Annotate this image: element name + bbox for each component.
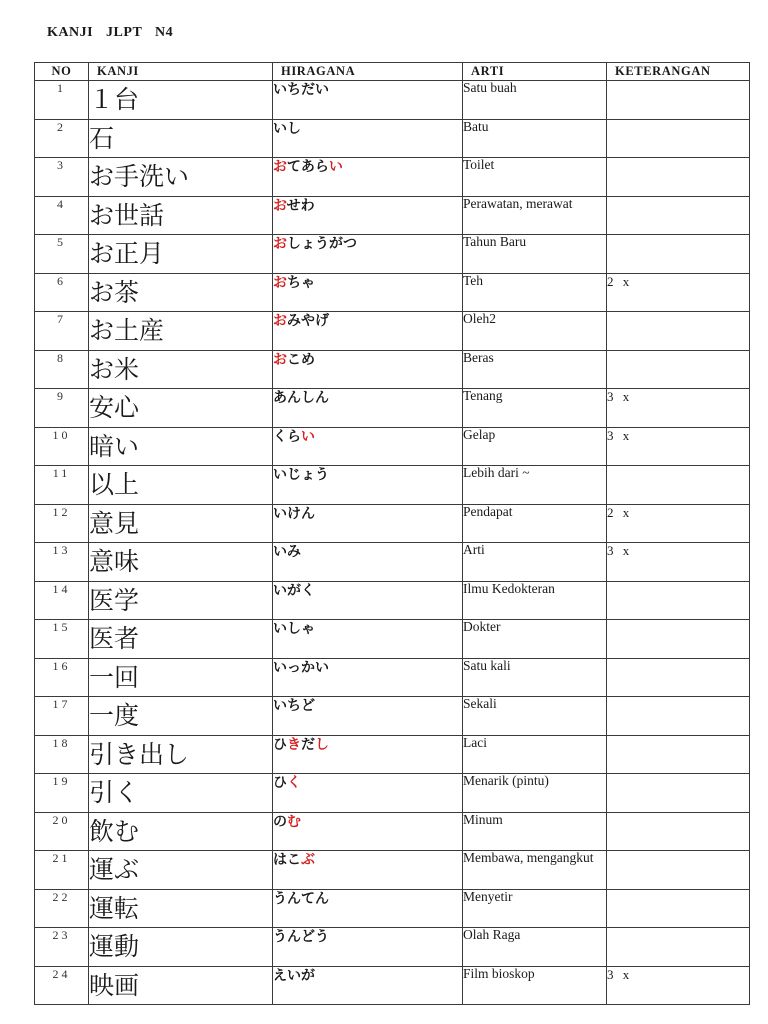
hiragana-highlight: お xyxy=(273,274,287,291)
hiragana-text: こめ xyxy=(287,351,315,368)
hiragana-cell xyxy=(273,581,463,620)
hiragana-text: いみ xyxy=(273,544,301,560)
keterangan-cell xyxy=(607,119,750,158)
hiragana-text: いがく xyxy=(273,582,315,599)
kanji-cell: 以上 xyxy=(89,466,273,505)
table-row xyxy=(35,581,750,620)
table-row xyxy=(35,235,750,274)
arti-cell: Ilmu Kedokteran xyxy=(463,581,607,620)
header-no: NO xyxy=(35,63,89,81)
keterangan-cell xyxy=(607,196,750,235)
hiragana-cell xyxy=(273,620,463,659)
arti-cell: Sekali xyxy=(463,697,607,736)
hiragana-cell xyxy=(273,427,463,466)
keterangan-cell xyxy=(607,812,750,851)
table-row xyxy=(35,774,750,813)
kanji-cell: お米 xyxy=(89,350,273,389)
hiragana-cell xyxy=(273,735,463,774)
table-row xyxy=(35,119,750,158)
arti-cell: Tenang xyxy=(463,389,607,428)
kanji-cell: お手洗い xyxy=(89,158,273,197)
hiragana-cell xyxy=(273,851,463,890)
table-row xyxy=(35,504,750,543)
hiragana-text: あんしん xyxy=(273,390,329,406)
kanji-cell: 運動 xyxy=(89,928,273,967)
hiragana-text: しょうがつ xyxy=(287,236,357,252)
keterangan-cell xyxy=(607,658,750,697)
arti-cell: Membawa, mengangkut xyxy=(463,851,607,890)
arti-cell: Satu buah xyxy=(463,81,607,120)
arti-cell: Dokter xyxy=(463,620,607,659)
hiragana-highlight: く xyxy=(287,775,301,791)
arti-cell: Tahun Baru xyxy=(463,235,607,274)
hiragana-highlight: し xyxy=(315,736,329,753)
hiragana-text: いじょう xyxy=(273,467,329,483)
table-row xyxy=(35,427,750,466)
row-number: 11 xyxy=(35,466,89,505)
hiragana-highlight: お xyxy=(273,313,287,329)
row-number: 5 xyxy=(35,235,89,274)
row-number: 22 xyxy=(35,889,89,928)
hiragana-text: ひ xyxy=(273,775,287,791)
row-number: 2 xyxy=(35,119,89,158)
keterangan-cell xyxy=(607,774,750,813)
kanji-cell: 引き出し xyxy=(89,735,273,774)
header-kanji: KANJI xyxy=(89,63,273,81)
kanji-cell: 意味 xyxy=(89,543,273,582)
kanji-cell: 医学 xyxy=(89,581,273,620)
kanji-cell: お正月 xyxy=(89,235,273,274)
table-row xyxy=(35,543,750,582)
kanji-cell: お世話 xyxy=(89,196,273,235)
table-row xyxy=(35,350,750,389)
keterangan-cell: 3 x xyxy=(607,389,750,428)
hiragana-highlight: お xyxy=(273,236,287,252)
kanji-cell: お茶 xyxy=(89,273,273,312)
table-row xyxy=(35,812,750,851)
kanji-cell: 映画 xyxy=(89,966,273,1005)
hiragana-highlight: い xyxy=(301,428,315,445)
hiragana-cell xyxy=(273,389,463,428)
kanji-cell: 意見 xyxy=(89,504,273,543)
table-row xyxy=(35,196,750,235)
arti-cell: Minum xyxy=(463,812,607,851)
table-row xyxy=(35,735,750,774)
arti-cell: Menyetir xyxy=(463,889,607,928)
kanji-cell: 運転 xyxy=(89,889,273,928)
table-row xyxy=(35,889,750,928)
hiragana-text: ちゃ xyxy=(287,274,315,291)
table-row xyxy=(35,851,750,890)
hiragana-cell xyxy=(273,543,463,582)
kanji-cell: 飲む xyxy=(89,812,273,851)
table-row xyxy=(35,273,750,312)
hiragana-cell xyxy=(273,812,463,851)
hiragana-text: くら xyxy=(273,428,301,445)
arti-cell: Teh xyxy=(463,273,607,312)
arti-cell: Lebih dari ~ xyxy=(463,466,607,505)
hiragana-highlight: む xyxy=(287,813,301,830)
arti-cell: Oleh2 xyxy=(463,312,607,351)
keterangan-cell: 3 x xyxy=(607,966,750,1005)
table-row xyxy=(35,312,750,351)
table-body xyxy=(35,81,750,1005)
table-row xyxy=(35,158,750,197)
row-number: 16 xyxy=(35,658,89,697)
row-number: 24 xyxy=(35,966,89,1005)
row-number: 13 xyxy=(35,543,89,582)
table-row xyxy=(35,466,750,505)
hiragana-highlight: お xyxy=(273,351,287,368)
kanji-cell: 医者 xyxy=(89,620,273,659)
arti-cell: Gelap xyxy=(463,427,607,466)
arti-cell: Film bioskop xyxy=(463,966,607,1005)
table-row xyxy=(35,658,750,697)
row-number: 7 xyxy=(35,312,89,351)
arti-cell: Laci xyxy=(463,735,607,774)
hiragana-text: はこ xyxy=(273,852,301,868)
hiragana-cell xyxy=(273,81,463,120)
keterangan-cell xyxy=(607,620,750,659)
arti-cell: Batu xyxy=(463,119,607,158)
kanji-cell: 一回 xyxy=(89,658,273,697)
arti-cell: Beras xyxy=(463,350,607,389)
arti-cell: Perawatan, merawat xyxy=(463,196,607,235)
row-number: 21 xyxy=(35,851,89,890)
keterangan-cell xyxy=(607,350,750,389)
arti-cell: Arti xyxy=(463,543,607,582)
hiragana-text: みやげ xyxy=(287,313,329,329)
row-number: 6 xyxy=(35,273,89,312)
arti-cell: Menarik (pintu) xyxy=(463,774,607,813)
arti-cell: Pendapat xyxy=(463,504,607,543)
row-number: 20 xyxy=(35,812,89,851)
keterangan-cell: 3 x xyxy=(607,427,750,466)
keterangan-cell xyxy=(607,466,750,505)
row-number: 23 xyxy=(35,928,89,967)
hiragana-cell xyxy=(273,119,463,158)
keterangan-cell xyxy=(607,581,750,620)
keterangan-cell xyxy=(607,735,750,774)
table-row xyxy=(35,389,750,428)
hiragana-highlight: お xyxy=(273,159,287,175)
hiragana-cell xyxy=(273,966,463,1005)
arti-cell: Olah Raga xyxy=(463,928,607,967)
row-number: 12 xyxy=(35,504,89,543)
hiragana-text: いっかい xyxy=(273,659,329,676)
hiragana-text: いちだい xyxy=(273,82,329,98)
hiragana-highlight: い xyxy=(328,159,343,175)
row-number: 1 xyxy=(35,81,89,120)
header-hiragana: HIRAGANA xyxy=(273,63,463,81)
keterangan-cell xyxy=(607,235,750,274)
page-title: KANJI JLPT N4 xyxy=(47,25,174,40)
hiragana-text: えいが xyxy=(273,967,315,984)
row-number: 17 xyxy=(35,697,89,736)
hiragana-text: の xyxy=(273,813,287,830)
keterangan-cell xyxy=(607,81,750,120)
keterangan-cell: 3 x xyxy=(607,543,750,582)
kanji-cell: 暗い xyxy=(89,427,273,466)
kanji-cell: 運ぶ xyxy=(89,851,273,890)
hiragana-cell xyxy=(273,312,463,351)
hiragana-cell xyxy=(273,466,463,505)
hiragana-cell xyxy=(273,658,463,697)
row-number: 8 xyxy=(35,350,89,389)
hiragana-cell xyxy=(273,504,463,543)
kanji-cell: 安心 xyxy=(89,389,273,428)
hiragana-text: いしゃ xyxy=(273,621,315,637)
arti-cell: Satu kali xyxy=(463,658,607,697)
row-number: 19 xyxy=(35,774,89,813)
keterangan-cell xyxy=(607,889,750,928)
arti-cell: Toilet xyxy=(463,158,607,197)
hiragana-text: せわ xyxy=(286,197,315,214)
kanji-cell: １台 xyxy=(89,81,273,120)
kanji-cell: 引く xyxy=(89,774,273,813)
hiragana-cell xyxy=(273,196,463,235)
hiragana-highlight: お xyxy=(273,197,287,214)
row-number: 4 xyxy=(35,196,89,235)
kanji-cell: 一度 xyxy=(89,697,273,736)
header-row xyxy=(35,63,750,81)
vocab-table xyxy=(34,62,750,1005)
header-keterangan: KETERANGAN xyxy=(607,63,750,81)
kanji-cell: 石 xyxy=(89,119,273,158)
table-row xyxy=(35,697,750,736)
hiragana-highlight: き xyxy=(287,736,301,753)
keterangan-cell xyxy=(607,851,750,890)
table-row xyxy=(35,81,750,120)
keterangan-cell: 2 x xyxy=(607,273,750,312)
keterangan-cell xyxy=(607,928,750,967)
row-number: 9 xyxy=(35,389,89,428)
hiragana-cell xyxy=(273,273,463,312)
hiragana-cell xyxy=(273,158,463,197)
kanji-cell: お土産 xyxy=(89,312,273,351)
hiragana-text: いけん xyxy=(273,505,315,522)
keterangan-cell xyxy=(607,158,750,197)
hiragana-cell xyxy=(273,350,463,389)
table-row xyxy=(35,928,750,967)
hiragana-text: てあら xyxy=(286,159,329,175)
hiragana-text: だ xyxy=(301,736,315,753)
hiragana-cell xyxy=(273,889,463,928)
hiragana-text: ひ xyxy=(273,736,287,753)
row-number: 3 xyxy=(35,158,89,197)
hiragana-cell xyxy=(273,774,463,813)
hiragana-cell xyxy=(273,928,463,967)
keterangan-cell: 2 x xyxy=(607,504,750,543)
row-number: 14 xyxy=(35,581,89,620)
hiragana-text: うんてん xyxy=(273,890,329,907)
hiragana-text: いし xyxy=(273,120,301,137)
hiragana-cell xyxy=(273,697,463,736)
row-number: 15 xyxy=(35,620,89,659)
hiragana-highlight: ぶ xyxy=(301,852,315,868)
hiragana-text: いちど xyxy=(273,698,315,714)
keterangan-cell xyxy=(607,697,750,736)
row-number: 18 xyxy=(35,735,89,774)
keterangan-cell xyxy=(607,312,750,351)
hiragana-cell xyxy=(273,235,463,274)
row-number: 10 xyxy=(35,427,89,466)
hiragana-text: うんどう xyxy=(273,929,329,945)
table-row xyxy=(35,620,750,659)
header-arti: ARTI xyxy=(463,63,607,81)
table-row xyxy=(35,966,750,1005)
